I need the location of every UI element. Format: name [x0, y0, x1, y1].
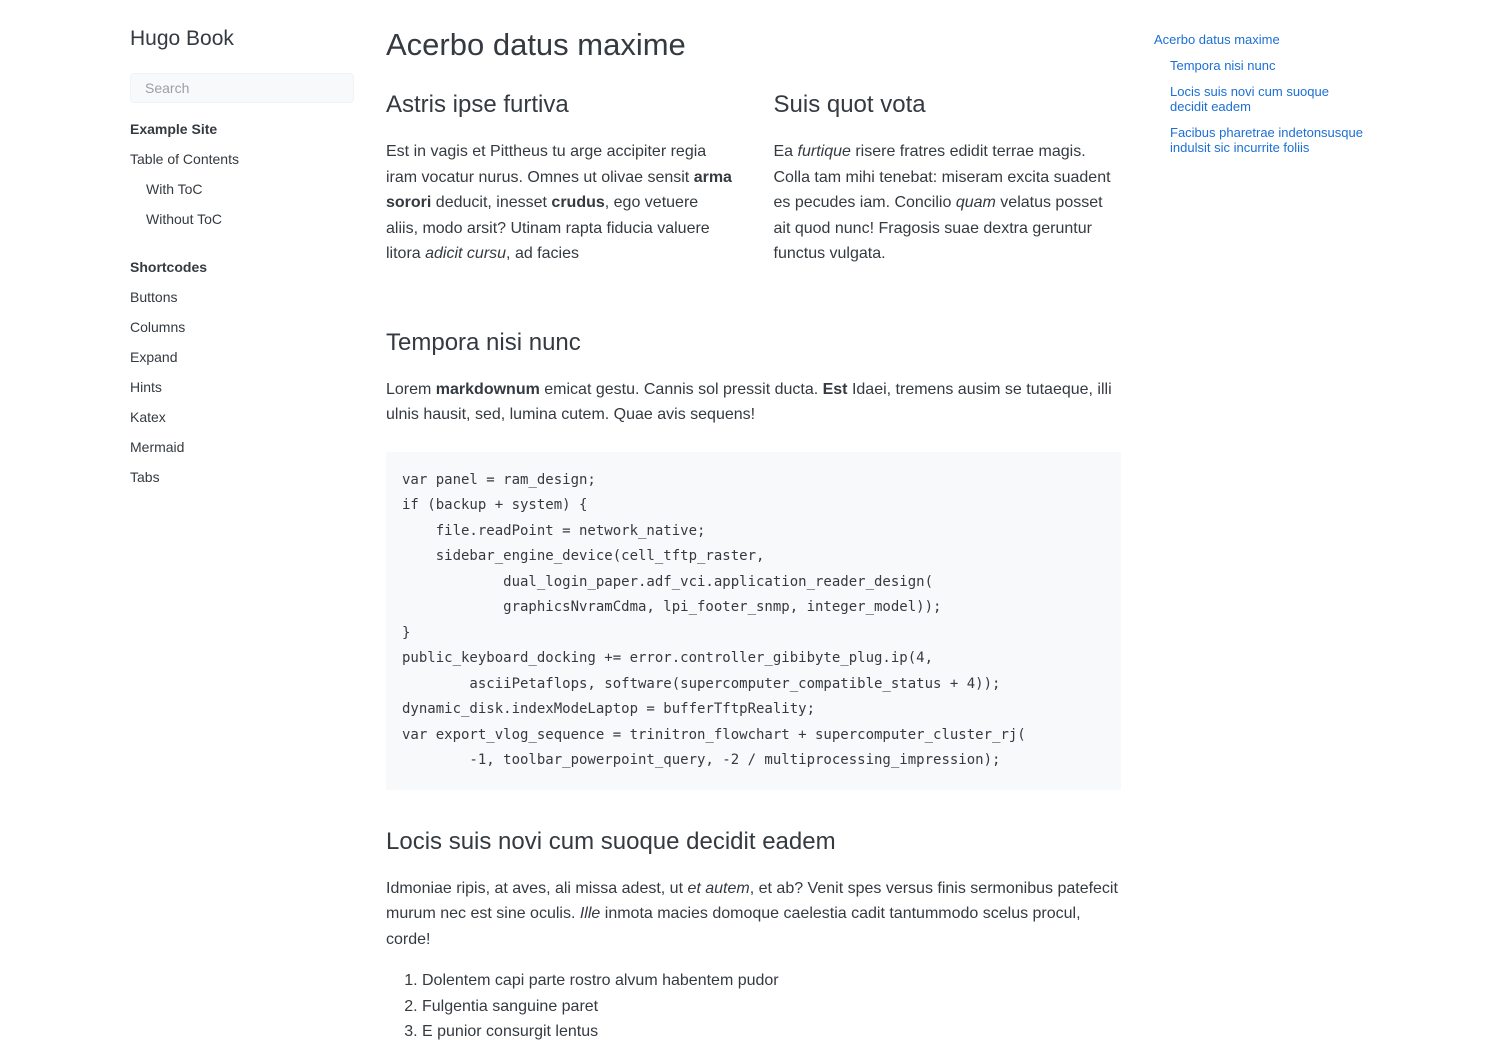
code-block — [386, 452, 1121, 790]
paragraph-astris: Est in vagis et Pittheus tu arge accipiter regia iram vocatur nurus. Omnes ut olivae sensit arma sorori deducit, inesset crudus, ego vetuere aliis, modo arsit? Utinam rapta fiducia valuere litora adicit cursu, ad facies — [386, 143, 732, 262]
section-heading-astris: Astris ipse furtiva — [386, 91, 569, 118]
sidebar — [130, 0, 354, 497]
code-line: var panel = ram_design; — [402, 471, 596, 488]
list-item: 2. Fulgentia sanguine paret — [422, 994, 1121, 1020]
toc-link-facibus[interactable]: Facibus pharetrae indetonsusque indulsit sic incurrite foliis — [1170, 125, 1363, 155]
sidebar-item-example-site[interactable]: Example Site — [130, 121, 218, 137]
section-heading-suis: Suis quot vota — [773, 91, 926, 118]
code-line: file.readPoint = network_native; — [402, 522, 706, 539]
sidebar-item-shortcodes[interactable]: Shortcodes — [130, 259, 208, 275]
list-item: 3. E punior consurgit lentus — [422, 1019, 1121, 1045]
code-line: asciiPetaflops, software(supercomputer_compatible_status + 4)); — [402, 675, 1001, 692]
code-line: dual_login_paper.adf_vci.application_reader_design( — [402, 573, 934, 590]
section-heading-tempora: Tempora nisi nunc — [386, 328, 581, 356]
toc-link-acerbo[interactable]: Acerbo datus maxime — [1154, 32, 1280, 47]
sidebar-item-hints[interactable]: Hints — [130, 379, 162, 395]
two-column-section — [386, 91, 1121, 283]
sidebar-item-tabs[interactable]: Tabs — [130, 469, 160, 485]
toc-link-tempora[interactable]: Tempora nisi nunc — [1170, 58, 1276, 73]
main-content — [386, 0, 1121, 1045]
paragraph-locis: Idmoniae ripis, at aves, ali missa adest, ut et autem, et ab? Venit spes versus finis sermonibus patefecit murum nec est sine oculis. Ille inmota macies domoque caelestia cadit tantummodo scelus procul, corde! — [386, 879, 1118, 948]
code-line: sidebar_engine_device(cell_tftp_raster, — [402, 548, 765, 564]
sidebar-item-without-toc[interactable]: Without ToC — [146, 211, 222, 227]
sidebar-item-katex[interactable]: Katex — [130, 409, 166, 425]
sidebar-item-expand[interactable]: Expand — [130, 349, 178, 365]
sidebar-item-columns[interactable]: Columns — [130, 319, 186, 335]
sidebar-item-table-of-contents[interactable]: Table of Contents — [130, 151, 239, 167]
code-line: public_keyboard_docking += error.controller_gibibyte_plug.ip(4, — [402, 650, 934, 666]
code-line: graphicsNvramCdma, lpi_footer_snmp, integer_model)); — [402, 599, 942, 615]
sidebar-item-with-toc[interactable]: With ToC — [146, 181, 203, 197]
ordered-list — [386, 968, 1121, 1045]
table-of-contents — [1154, 0, 1369, 166]
sidebar-item-mermaid[interactable]: Mermaid — [130, 439, 185, 455]
column-suis — [774, 91, 1122, 283]
code-line: var export_vlog_sequence = trinitron_flowchart + supercomputer_cluster_rj( — [402, 726, 1026, 743]
code-line: } — [402, 624, 411, 641]
section-heading-locis: Locis suis novi cum suoque decidit eadem — [386, 827, 836, 855]
page-title: Acerbo datus maxime — [386, 27, 686, 62]
toc-link-locis[interactable]: Locis suis novi cum suoque decidit eadem — [1170, 84, 1329, 114]
paragraph-suis: Ea furtique risere fratres edidit terrae magis. Colla tam mihi tenebat: miseram excita suadent es pecudes iam. Concilio quam velatus posset ait quod nunc! Fragosis suae dextra geruntur functus vulgata. — [773, 143, 1111, 262]
column-astris — [386, 91, 734, 283]
code-line: if (backup + system) { — [402, 497, 588, 513]
code-line: -1, toolbar_powerpoint_query, -2 / multiprocessing_impression); — [402, 752, 1001, 768]
list-item: 1. Dolentem capi parte rostro alvum habentem pudor — [422, 968, 1121, 994]
toc-sublist — [1154, 58, 1369, 155]
sidebar-nav — [130, 119, 354, 487]
code-line: dynamic_disk.indexModeLaptop = bufferTftpReality; — [402, 701, 816, 717]
search-input[interactable] — [130, 73, 354, 103]
sidebar-item-buttons[interactable]: Buttons — [130, 289, 178, 305]
site-title: Hugo Book — [130, 27, 234, 50]
page-container — [130, 0, 1370, 1045]
paragraph-tempora: Lorem markdownum emicat gestu. Cannis sol pressit ducta. Est Idaei, tremens ausim se tutaeque, illi ulnis hausit, sed, lumina cutem. Quae avis sequens! — [386, 380, 1112, 423]
